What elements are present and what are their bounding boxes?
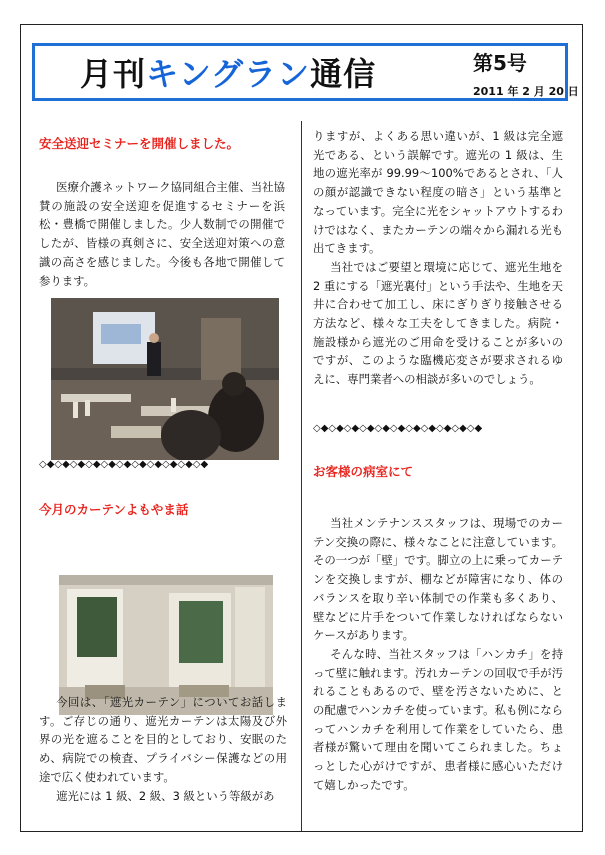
column-divider [301,121,302,831]
curtain-paragraph-1: 今回は、「遮光カーテン」についてお話します。ご存じの通り、遮光カーテンは太陽及び外界の光を遮ることを目的としており、安眠のため、病院での検査、プライバシー保護などの用途で広く使われています。 [39,695,287,784]
title-suffix: 通信 [310,55,377,93]
title-brand: キングラン [146,55,311,93]
patient-room-paragraph-2: そんな時、当社スタッフは「ハンカチ」を持って壁に触れます。汚れカーテンの回収で手が汚れることもあるので、壁を汚さないために、との配慮でハンカチを使っています。私も例にならってハンカチを利用して作業をしていたら、患者様が驚いて理由を聞いてこられました。ちょっとした心がけですが、患者様に感心いただけて嬉しかったです。 [313,646,563,792]
patient-room-body [313,514,563,795]
issue-number: 第5号 [473,51,527,75]
curtain-paragraph-2: 遮光には 1 級、2 級、3 級という等級があ [56,788,275,803]
issue-date: 2011 年 2 月 20 日 [473,85,579,98]
seminar-photo-illustration [51,298,279,460]
patient-room-paragraph-1: 当社メンテナンススタッフは、現場でのカーテン交換の際に、様々なことに注意しています。その一つが「壁」です。脚立の上に乗ってカーテンを交換しますが、棚などが障害になり、体のバランスを取り辛い体制での作業も多くあり、壁などに片手をついて作業しなければならないケースがあります。 [313,516,563,643]
right-separator: ◇◆◇◆◇◆◇◆◇◆◇◆◇◆◇◆◇◆◇◆◇◆ [313,423,483,434]
seminar-body [39,178,285,290]
left-separator: ◇◆◇◆◇◆◇◆◇◆◇◆◇◆◇◆◇◆◇◆◇◆ [39,459,209,470]
seminar-photo [51,298,279,460]
patient-room-heading: お客様の病室にて [313,464,414,479]
seminar-heading: 安全送迎セミナーを開催しました。 [39,136,240,151]
curtain-story-heading: 今月のカーテンよもやま話 [39,502,189,517]
newsletter-title [80,54,376,94]
curtain-paragraph-3: りますが、よくある思い違いが、1 級は完全遮光である、という誤解です。遮光の 1 級は、生地の遮光率が 99.99～100%であるとされ、「人の顔が認識できない程度の暗さ」という基準となっています。完全に光をシャットアウトするわけではなく、またカーテンの端々から漏れる光も出てきます。 [313,129,563,256]
curtain-story-body [39,693,287,805]
curtain-story-continued [313,127,563,389]
newsletter-page [20,24,583,832]
seminar-paragraph: 医療介護ネットワーク協同組合主催、当社協賛の施設の安全送迎を促進するセミナーを浜松・豊橋で開催しました。少人数制での開催でしたが、皆様の真剣さに、安全送迎対策への意識の高さを感じました。今後も各地で開催して参ります。 [39,180,285,288]
curtain-paragraph-4: 当社ではご要望と環境に応じて、遮光生地を 2 重にする「遮光裏付」という手法や、生地を天井に合わせて加工し、床にぎりぎり接触させる方法など、様々な工夫をしてきました。病院・施設様から遮光のご用命を受けることが多いのですが、このような臨機応変さが要求されるゆえに、専門業者への相談が多いのでしょう。 [313,259,563,387]
title-prefix: 月刊 [80,55,147,93]
